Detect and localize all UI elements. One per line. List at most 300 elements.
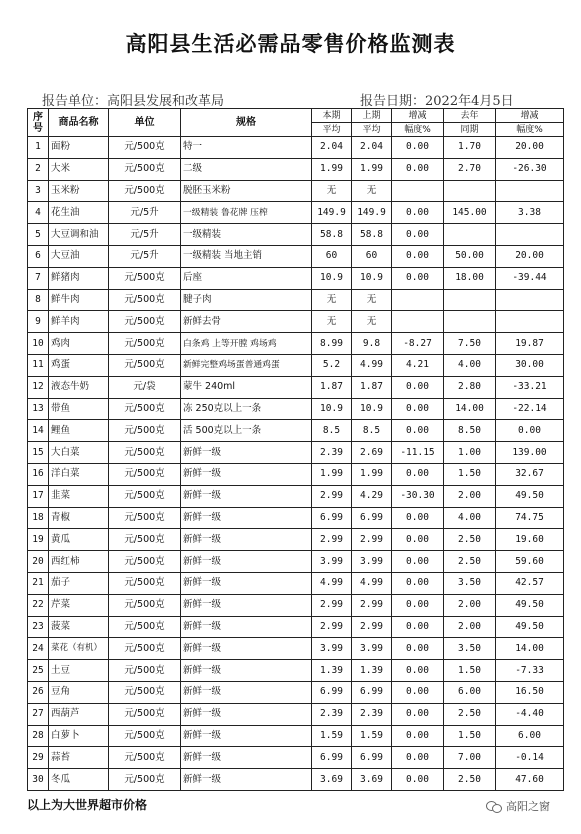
cell-no: 23: [28, 616, 49, 638]
cell-name: 鲤鱼: [49, 420, 109, 442]
wechat-icon: [486, 800, 502, 812]
table-row: [28, 616, 564, 638]
cell-cur: 无: [312, 289, 352, 311]
cell-ychg: 14.00: [496, 638, 564, 660]
cell-unit: 元/500克: [109, 463, 181, 485]
table-row: [28, 420, 564, 442]
cell-name: 豆角: [49, 681, 109, 703]
cell-chg: 0.00: [392, 638, 444, 660]
table-row: [28, 354, 564, 376]
cell-prev: 3.99: [352, 551, 392, 573]
cell-no: 16: [28, 463, 49, 485]
cell-ychg: 16.50: [496, 681, 564, 703]
cell-spec: 新鲜一级: [181, 463, 312, 485]
cell-name: 花生油: [49, 202, 109, 224]
cell-no: 18: [28, 507, 49, 529]
cell-chg: 0.00: [392, 747, 444, 769]
cell-unit: 元/500克: [109, 725, 181, 747]
cell-cur: 2.99: [312, 485, 352, 507]
cell-prev: 1.99: [352, 158, 392, 180]
cell-chg: -8.27: [392, 333, 444, 355]
cell-cur: 10.9: [312, 398, 352, 420]
cell-no: 29: [28, 747, 49, 769]
cell-ly: 18.00: [444, 267, 496, 289]
cell-ly: 2.00: [444, 485, 496, 507]
cell-spec: 一级精装 当地主销: [181, 245, 312, 267]
cell-name: 玉米粉: [49, 180, 109, 202]
cell-unit: 元/500克: [109, 616, 181, 638]
cell-no: 15: [28, 442, 49, 464]
cell-name: 鲜牛肉: [49, 289, 109, 311]
table-row: [28, 594, 564, 616]
cell-ychg: -26.30: [496, 158, 564, 180]
table-row: [28, 245, 564, 267]
cell-ychg: 49.50: [496, 485, 564, 507]
cell-unit: 元/5升: [109, 202, 181, 224]
cell-cur: 1.87: [312, 376, 352, 398]
cell-name: 土豆: [49, 660, 109, 682]
cell-chg: 0.00: [392, 660, 444, 682]
cell-name: 菠菜: [49, 616, 109, 638]
cell-prev: 3.99: [352, 638, 392, 660]
cell-spec: 二级: [181, 158, 312, 180]
cell-chg: 0.00: [392, 529, 444, 551]
cell-no: 28: [28, 725, 49, 747]
table-row: [28, 333, 564, 355]
cell-ly: 7.00: [444, 747, 496, 769]
cell-spec: 新鲜一级: [181, 616, 312, 638]
cell-prev: 6.99: [352, 507, 392, 529]
cell-unit: 元/500克: [109, 681, 181, 703]
cell-unit: 元/500克: [109, 289, 181, 311]
cell-prev: 8.5: [352, 420, 392, 442]
cell-ychg: -4.40: [496, 703, 564, 725]
cell-spec: 新鲜一级: [181, 769, 312, 791]
cell-ly: 2.80: [444, 376, 496, 398]
cell-prev: 2.39: [352, 703, 392, 725]
cell-chg: [392, 180, 444, 202]
cell-ychg: 30.00: [496, 354, 564, 376]
table-row: [28, 311, 564, 333]
cell-no: 5: [28, 224, 49, 246]
cell-cur: 2.04: [312, 137, 352, 159]
cell-name: 鸡肉: [49, 333, 109, 355]
cell-unit: 元/500克: [109, 551, 181, 573]
cell-ychg: 49.50: [496, 616, 564, 638]
cell-ly: 2.50: [444, 529, 496, 551]
cell-cur: 3.99: [312, 551, 352, 573]
cell-spec: 新鲜一级: [181, 572, 312, 594]
cell-prev: 149.9: [352, 202, 392, 224]
cell-prev: 无: [352, 180, 392, 202]
cell-spec: 新鲜一级: [181, 551, 312, 573]
cell-name: 大豆调和油: [49, 224, 109, 246]
cell-ly: 1.50: [444, 660, 496, 682]
header-ychg-2: 幅度%: [496, 123, 564, 137]
cell-ly: 3.50: [444, 638, 496, 660]
cell-unit: 元/500克: [109, 267, 181, 289]
cell-ychg: -7.33: [496, 660, 564, 682]
cell-prev: 2.99: [352, 529, 392, 551]
header-spec: 规格: [181, 109, 312, 137]
cell-unit: 元/袋: [109, 376, 181, 398]
cell-prev: 2.99: [352, 616, 392, 638]
cell-cur: 1.99: [312, 158, 352, 180]
table-row: [28, 507, 564, 529]
cell-chg: 0.00: [392, 376, 444, 398]
cell-prev: 2.99: [352, 594, 392, 616]
cell-no: 11: [28, 354, 49, 376]
cell-chg: 0.00: [392, 202, 444, 224]
cell-chg: 0.00: [392, 507, 444, 529]
cell-unit: 元/500克: [109, 529, 181, 551]
cell-chg: 0.00: [392, 703, 444, 725]
cell-ly: 2.50: [444, 551, 496, 573]
cell-name: 菜花（有机）: [49, 638, 109, 660]
table-row: [28, 202, 564, 224]
cell-name: 大白菜: [49, 442, 109, 464]
table-row: [28, 289, 564, 311]
cell-ychg: 32.67: [496, 463, 564, 485]
cell-name: 冬瓜: [49, 769, 109, 791]
cell-cur: 3.69: [312, 769, 352, 791]
cell-name: 蒜苔: [49, 747, 109, 769]
cell-name: 大豆油: [49, 245, 109, 267]
cell-no: 1: [28, 137, 49, 159]
cell-name: 大米: [49, 158, 109, 180]
cell-ly: 2.00: [444, 616, 496, 638]
cell-ly: [444, 289, 496, 311]
cell-ychg: 20.00: [496, 245, 564, 267]
cell-cur: 2.39: [312, 703, 352, 725]
cell-spec: 新鲜一级: [181, 442, 312, 464]
cell-spec: 白条鸡 上等开膛 鸡场鸡: [181, 333, 312, 355]
cell-cur: 2.99: [312, 529, 352, 551]
cell-chg: 0.00: [392, 398, 444, 420]
cell-ychg: 3.38: [496, 202, 564, 224]
cell-cur: 1.99: [312, 463, 352, 485]
cell-no: 19: [28, 529, 49, 551]
table-row: [28, 180, 564, 202]
cell-unit: 元/500克: [109, 442, 181, 464]
cell-name: 黄瓜: [49, 529, 109, 551]
cell-prev: 4.29: [352, 485, 392, 507]
cell-ychg: -0.14: [496, 747, 564, 769]
cell-no: 4: [28, 202, 49, 224]
cell-no: 10: [28, 333, 49, 355]
table-row: [28, 398, 564, 420]
cell-ly: 2.70: [444, 158, 496, 180]
cell-no: 24: [28, 638, 49, 660]
cell-cur: 149.9: [312, 202, 352, 224]
cell-cur: 6.99: [312, 681, 352, 703]
report-unit: 报告单位：高阳县发展和改革局: [42, 94, 225, 109]
header-unit: 单位: [109, 109, 181, 137]
cell-ly: 2.50: [444, 769, 496, 791]
cell-unit: 元/500克: [109, 420, 181, 442]
cell-prev: 1.99: [352, 463, 392, 485]
table-row: [28, 267, 564, 289]
table-row: [28, 442, 564, 464]
cell-no: 17: [28, 485, 49, 507]
cell-prev: 无: [352, 311, 392, 333]
cell-name: 茄子: [49, 572, 109, 594]
cell-chg: -30.30: [392, 485, 444, 507]
table-row: [28, 376, 564, 398]
cell-name: 芹菜: [49, 594, 109, 616]
cell-ychg: 19.60: [496, 529, 564, 551]
cell-prev: 2.04: [352, 137, 392, 159]
cell-unit: 元/500克: [109, 747, 181, 769]
cell-ychg: 47.60: [496, 769, 564, 791]
table-row: [28, 485, 564, 507]
cell-spec: 新鲜一级: [181, 660, 312, 682]
cell-ly: 3.50: [444, 572, 496, 594]
cell-no: 8: [28, 289, 49, 311]
cell-name: 面粉: [49, 137, 109, 159]
watermark: [486, 798, 550, 814]
cell-ly: 4.00: [444, 354, 496, 376]
cell-no: 14: [28, 420, 49, 442]
cell-chg: 0.00: [392, 725, 444, 747]
cell-spec: 新鲜一级: [181, 638, 312, 660]
cell-ychg: [496, 311, 564, 333]
cell-unit: 元/500克: [109, 660, 181, 682]
cell-cur: 8.99: [312, 333, 352, 355]
cell-spec: 新鲜一级: [181, 747, 312, 769]
cell-ychg: 139.00: [496, 442, 564, 464]
cell-ly: [444, 224, 496, 246]
cell-spec: 特一: [181, 137, 312, 159]
cell-no: 22: [28, 594, 49, 616]
cell-unit: 元/500克: [109, 180, 181, 202]
cell-ychg: -22.14: [496, 398, 564, 420]
cell-ly: 7.50: [444, 333, 496, 355]
cell-ychg: [496, 180, 564, 202]
cell-cur: 6.99: [312, 507, 352, 529]
cell-spec: 冻 250克以上一条: [181, 398, 312, 420]
cell-ly: 1.00: [444, 442, 496, 464]
cell-unit: 元/500克: [109, 158, 181, 180]
table-row: [28, 725, 564, 747]
table-row: [28, 224, 564, 246]
cell-unit: 元/500克: [109, 333, 181, 355]
cell-ychg: -33.21: [496, 376, 564, 398]
header-ly-1: 去年: [444, 109, 496, 123]
cell-unit: 元/500克: [109, 485, 181, 507]
cell-chg: [392, 311, 444, 333]
cell-ychg: 0.00: [496, 420, 564, 442]
cell-ychg: 49.50: [496, 594, 564, 616]
cell-ly: 2.50: [444, 703, 496, 725]
cell-ly: [444, 180, 496, 202]
cell-prev: 10.9: [352, 267, 392, 289]
cell-spec: 新鲜去骨: [181, 311, 312, 333]
cell-name: 西葫芦: [49, 703, 109, 725]
cell-chg: -11.15: [392, 442, 444, 464]
cell-cur: 8.5: [312, 420, 352, 442]
cell-ychg: -39.44: [496, 267, 564, 289]
cell-cur: 无: [312, 180, 352, 202]
cell-spec: 后座: [181, 267, 312, 289]
cell-prev: 4.99: [352, 572, 392, 594]
header-name: 商品名称: [49, 109, 109, 137]
table-row: [28, 137, 564, 159]
watermark-label: 高阳之窗: [506, 800, 550, 813]
cell-spec: 腱子肉: [181, 289, 312, 311]
report-date: 报告日期：2022年4月5日: [360, 94, 514, 109]
cell-cur: 6.99: [312, 747, 352, 769]
cell-unit: 元/5升: [109, 224, 181, 246]
cell-chg: 0.00: [392, 224, 444, 246]
cell-ychg: 20.00: [496, 137, 564, 159]
cell-spec: 蒙牛 240ml: [181, 376, 312, 398]
cell-unit: 元/500克: [109, 398, 181, 420]
cell-ly: 50.00: [444, 245, 496, 267]
cell-cur: 无: [312, 311, 352, 333]
cell-ychg: [496, 224, 564, 246]
cell-spec: 脱胚玉米粉: [181, 180, 312, 202]
cell-ychg: 6.00: [496, 725, 564, 747]
cell-unit: 元/500克: [109, 572, 181, 594]
cell-unit: 元/500克: [109, 354, 181, 376]
table-row: [28, 529, 564, 551]
header-chg-2: 幅度%: [392, 123, 444, 137]
cell-ly: 2.00: [444, 594, 496, 616]
cell-no: 9: [28, 311, 49, 333]
cell-prev: 1.87: [352, 376, 392, 398]
cell-chg: 0.00: [392, 616, 444, 638]
cell-spec: 活 500克以上一条: [181, 420, 312, 442]
cell-spec: 新鲜一级: [181, 681, 312, 703]
cell-unit: 元/500克: [109, 507, 181, 529]
cell-unit: 元/500克: [109, 137, 181, 159]
cell-spec: 新鲜一级: [181, 529, 312, 551]
header-prev-1: 上期: [352, 109, 392, 123]
cell-name: 青椒: [49, 507, 109, 529]
cell-cur: 60: [312, 245, 352, 267]
cell-name: 韭菜: [49, 485, 109, 507]
cell-chg: 0.00: [392, 267, 444, 289]
cell-cur: 3.99: [312, 638, 352, 660]
cell-ychg: 59.60: [496, 551, 564, 573]
table-body: [28, 137, 564, 791]
cell-name: 洋白菜: [49, 463, 109, 485]
cell-unit: 元/500克: [109, 311, 181, 333]
cell-prev: 无: [352, 289, 392, 311]
table-row: [28, 572, 564, 594]
table-row: [28, 769, 564, 791]
table-row: [28, 660, 564, 682]
cell-prev: 60: [352, 245, 392, 267]
cell-cur: 2.99: [312, 594, 352, 616]
cell-chg: 0.00: [392, 681, 444, 703]
table-row: [28, 681, 564, 703]
cell-cur: 58.8: [312, 224, 352, 246]
cell-chg: 0.00: [392, 137, 444, 159]
cell-prev: 10.9: [352, 398, 392, 420]
cell-no: 13: [28, 398, 49, 420]
cell-no: 25: [28, 660, 49, 682]
cell-ly: [444, 311, 496, 333]
cell-ly: 1.50: [444, 463, 496, 485]
table-row: [28, 158, 564, 180]
cell-prev: 6.99: [352, 681, 392, 703]
cell-name: 鲜猪肉: [49, 267, 109, 289]
header-ychg-1: 增减: [496, 109, 564, 123]
cell-cur: 1.39: [312, 660, 352, 682]
cell-ly: 14.00: [444, 398, 496, 420]
cell-cur: 5.2: [312, 354, 352, 376]
cell-name: 液态牛奶: [49, 376, 109, 398]
cell-ychg: 19.87: [496, 333, 564, 355]
cell-name: 带鱼: [49, 398, 109, 420]
cell-prev: 2.69: [352, 442, 392, 464]
cell-cur: 2.99: [312, 616, 352, 638]
cell-unit: 元/500克: [109, 703, 181, 725]
table-row: [28, 463, 564, 485]
cell-chg: 0.00: [392, 551, 444, 573]
cell-chg: 0.00: [392, 420, 444, 442]
cell-spec: 新鲜一级: [181, 594, 312, 616]
cell-no: 20: [28, 551, 49, 573]
cell-ychg: [496, 289, 564, 311]
cell-prev: 9.8: [352, 333, 392, 355]
cell-prev: 1.59: [352, 725, 392, 747]
cell-cur: 1.59: [312, 725, 352, 747]
cell-spec: 新鲜完整鸡场蛋普通鸡蛋: [181, 354, 312, 376]
cell-chg: 0.00: [392, 463, 444, 485]
cell-spec: 新鲜一级: [181, 507, 312, 529]
cell-spec: 新鲜一级: [181, 703, 312, 725]
cell-name: 鸡蛋: [49, 354, 109, 376]
cell-no: 21: [28, 572, 49, 594]
table-row: [28, 551, 564, 573]
cell-chg: [392, 289, 444, 311]
header-seq: 序号: [28, 109, 49, 137]
cell-ychg: 42.57: [496, 572, 564, 594]
cell-no: 27: [28, 703, 49, 725]
cell-cur: 2.39: [312, 442, 352, 464]
cell-prev: 3.69: [352, 769, 392, 791]
cell-name: 白萝卜: [49, 725, 109, 747]
cell-spec: 一级精装: [181, 224, 312, 246]
cell-no: 12: [28, 376, 49, 398]
cell-ychg: 74.75: [496, 507, 564, 529]
cell-ly: 4.00: [444, 507, 496, 529]
cell-chg: 0.00: [392, 594, 444, 616]
cell-no: 30: [28, 769, 49, 791]
cell-ly: 8.50: [444, 420, 496, 442]
cell-chg: 0.00: [392, 158, 444, 180]
cell-ly: 1.50: [444, 725, 496, 747]
cell-ly: 145.00: [444, 202, 496, 224]
cell-prev: 58.8: [352, 224, 392, 246]
cell-no: 2: [28, 158, 49, 180]
cell-prev: 1.39: [352, 660, 392, 682]
cell-no: 6: [28, 245, 49, 267]
cell-spec: 一级精装 鲁花牌 压榨: [181, 202, 312, 224]
cell-unit: 元/500克: [109, 594, 181, 616]
header-cur-2: 平均: [312, 123, 352, 137]
cell-spec: 新鲜一级: [181, 485, 312, 507]
cell-prev: 4.99: [352, 354, 392, 376]
header-chg-1: 增减: [392, 109, 444, 123]
cell-prev: 6.99: [352, 747, 392, 769]
cell-name: 鲜羊肉: [49, 311, 109, 333]
cell-name: 西红柿: [49, 551, 109, 573]
cell-unit: 元/5升: [109, 245, 181, 267]
